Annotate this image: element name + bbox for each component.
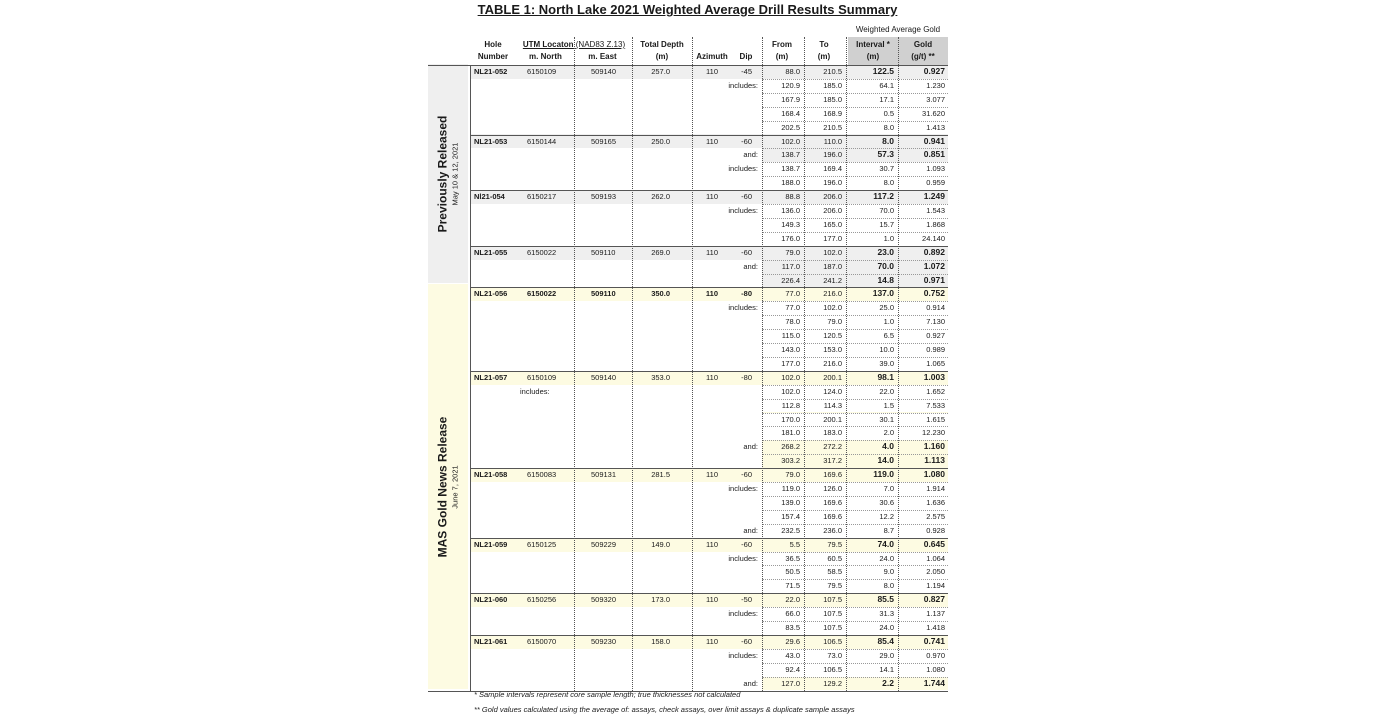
to-value: 106.5: [823, 636, 842, 646]
to-value: 185.0: [823, 80, 842, 90]
from-value: 112.8: [781, 400, 800, 410]
from-value: 115.0: [781, 331, 800, 341]
from-value: 168.4: [781, 108, 800, 118]
to-value: 79.0: [827, 317, 842, 327]
from-value: 29.6: [785, 636, 800, 646]
dip-header: Dip: [739, 52, 753, 61]
gold-value: 7.533: [926, 400, 945, 410]
interval-value: 24.0: [879, 553, 894, 563]
interval-unit: (m): [866, 52, 880, 61]
section-previously-released: [428, 64, 468, 283]
column-divider: [632, 37, 633, 691]
table-top-line: [428, 65, 948, 66]
from-value: 188.0: [781, 178, 800, 188]
from-value: 139.0: [781, 497, 800, 507]
to-unit: (m): [817, 52, 831, 61]
utm-north: 6150109: [527, 372, 557, 382]
interval-value: 0.5: [883, 108, 894, 118]
interval-value: 30.7: [879, 164, 894, 174]
gold-value: 1.065: [926, 358, 945, 368]
gold-value: 0.941: [923, 135, 945, 146]
row-label: includes:: [728, 80, 758, 90]
gold-value: 1.194: [926, 581, 945, 591]
column-divider: [574, 37, 575, 691]
from-value: 268.2: [781, 442, 800, 452]
to-value: 185.0: [823, 94, 842, 104]
to-value: 79.5: [827, 539, 842, 549]
utm-east: 509229: [591, 539, 617, 549]
from-value: 202.5: [781, 122, 800, 132]
utm-north: 6150144: [527, 136, 557, 146]
from-value: 50.5: [785, 567, 800, 577]
dip: -80: [741, 289, 752, 299]
info-bg: [470, 385, 762, 468]
from-value: 157.4: [781, 511, 800, 521]
row-label: includes:: [728, 609, 758, 619]
gold-value: 1.615: [926, 414, 945, 424]
utm-east: 509320: [591, 595, 617, 605]
interval-value: 57.3: [877, 149, 894, 160]
from-value: 83.5: [785, 623, 800, 632]
gold-value: 0.741: [923, 635, 945, 646]
utm-east: 509110: [591, 289, 616, 299]
to-value: 210.5: [823, 67, 842, 76]
interval-value: 9.0: [883, 567, 894, 577]
to-value: 165.0: [823, 219, 842, 229]
footnote-interval: * Sample intervals represent core sample length; true thicknesses not calculated: [474, 690, 741, 699]
total-depth-header: Total Depth: [640, 40, 684, 49]
utm-north: 6150217: [527, 192, 557, 202]
to-value: 206.0: [823, 206, 842, 215]
interval-value: 8.0: [883, 581, 894, 591]
section-name: MAS Gold News Release: [435, 416, 450, 557]
to-value: 177.0: [823, 233, 842, 243]
row-label: includes:: [728, 164, 758, 174]
interval-value: 7.0: [883, 484, 894, 493]
to-value: 107.5: [823, 609, 842, 619]
azimuth: 110: [706, 636, 718, 646]
dip: -60: [741, 470, 752, 480]
total-depth: 353.0: [651, 372, 670, 382]
row-label: includes:: [728, 303, 758, 313]
row-label: and:: [743, 261, 758, 271]
to-value: 200.1: [823, 414, 842, 424]
from-value: 138.7: [781, 150, 800, 160]
from-value: 120.9: [781, 80, 800, 90]
gold-value: 0.927: [926, 331, 945, 341]
from-value: 102.0: [781, 136, 800, 146]
interval-value: 85.4: [877, 635, 894, 646]
weighted-average-gold-header: Weighted Average Gold: [855, 25, 941, 34]
from-value: 77.0: [785, 289, 800, 299]
total-depth: 350.0: [651, 289, 670, 299]
interval-value: 117.2: [873, 191, 894, 202]
from-value: 226.4: [781, 275, 800, 285]
column-divider: [898, 37, 899, 691]
interval-value: 64.1: [879, 80, 894, 90]
gold-value: 0.752: [923, 288, 945, 299]
gold-value: 0.970: [926, 650, 945, 660]
dip: -60: [741, 192, 752, 202]
utm-north: 6150022: [527, 247, 557, 257]
from-value: 117.0: [781, 261, 800, 271]
interval-value: 25.0: [879, 303, 894, 313]
section-date: May 10 & 12, 2021: [450, 142, 460, 205]
hole-number: NL21-060: [474, 595, 508, 605]
interval-value: 1.0: [883, 233, 894, 243]
interval-value: 29.0: [879, 650, 894, 660]
interval-value: 70.0: [877, 260, 894, 271]
dip: -60: [741, 539, 752, 549]
gold-header: Gold: [913, 40, 933, 49]
to-value: 200.1: [823, 372, 842, 382]
interval-value: 30.6: [879, 497, 894, 507]
from-value: 78.0: [785, 317, 800, 327]
utm-north: 6150125: [527, 539, 557, 549]
to-value: 102.0: [823, 303, 842, 313]
hole-number: NL21-052: [474, 67, 508, 76]
gold-value: 0.989: [926, 345, 945, 354]
to-value: 124.0: [823, 386, 842, 396]
utm-east: 509110: [591, 247, 616, 257]
interval-value: 12.2: [879, 511, 894, 521]
from-value: 181.0: [781, 428, 800, 438]
gold-value: 12.230: [922, 428, 945, 438]
from-value: 43.0: [785, 650, 800, 660]
gold-value: 1.914: [926, 484, 945, 493]
gold-value: 0.928: [926, 525, 945, 535]
azimuth: 110: [706, 372, 718, 382]
azimuth: 110: [706, 136, 718, 146]
gold-value: 1.543: [926, 206, 945, 215]
from-value: 92.4: [785, 664, 800, 674]
section-name: Previously Released: [435, 115, 450, 232]
hole-number: NL21-057: [474, 372, 508, 382]
to-value: 73.0: [827, 650, 842, 660]
note-label: includes:: [520, 386, 550, 396]
from-value: 232.5: [781, 525, 800, 535]
utm-east: 509140: [591, 67, 617, 76]
row-label: and:: [743, 678, 758, 688]
interval-value: 14.0: [877, 455, 894, 466]
interval-value: 8.0: [882, 135, 894, 146]
to-value: 169.4: [823, 164, 842, 174]
from-value: 149.3: [781, 219, 800, 229]
interval-value: 14.1: [879, 664, 894, 674]
hole-number: NL21-055: [474, 247, 508, 257]
hole-number: NL21-059: [474, 539, 508, 549]
interval-value: 15.7: [879, 219, 894, 229]
to-value: 79.5: [827, 581, 842, 591]
to-value: 107.5: [823, 595, 842, 605]
interval-value: 119.0: [873, 469, 894, 480]
interval-value: 8.0: [883, 122, 894, 132]
total-depth: 173.0: [651, 595, 670, 605]
to-value: 106.5: [823, 664, 842, 674]
from-value: 66.0: [785, 609, 800, 619]
gold-value: 1.744: [923, 677, 945, 688]
hole-number: Nl21-054: [474, 192, 505, 202]
interval-value: 8.7: [883, 525, 894, 535]
from-value: 177.0: [781, 358, 800, 368]
from-value: 5.5: [789, 539, 800, 549]
to-value: 196.0: [823, 178, 842, 188]
gold-value: 1.080: [923, 469, 945, 480]
from-value: 127.0: [781, 678, 800, 688]
from-value: 102.0: [781, 372, 800, 382]
row-label: and:: [743, 525, 758, 535]
from-value: 77.0: [785, 303, 800, 313]
to-value: 210.5: [823, 122, 842, 132]
from-value: 136.0: [781, 206, 800, 215]
to-value: 317.2: [823, 456, 842, 466]
interval-value: 1.0: [883, 317, 894, 327]
total-depth-unit: (m): [655, 52, 669, 61]
dip: -80: [741, 372, 752, 382]
to-value: 110.0: [823, 136, 842, 146]
dip: -45: [741, 67, 752, 76]
from-header: From: [772, 40, 792, 49]
to-value: 272.2: [823, 442, 842, 452]
total-depth: 262.0: [651, 192, 670, 202]
table-title: TABLE 1: North Lake 2021 Weighted Average Drill Results Summary: [477, 2, 898, 17]
gold-value: 1.249: [923, 191, 945, 202]
utm-north: 6150070: [527, 636, 557, 646]
to-value: 241.2: [823, 275, 842, 285]
azimuth: 110: [706, 67, 718, 76]
gold-value: 31.620: [922, 108, 945, 118]
interval-value: 122.5: [872, 66, 894, 76]
interval-value: 2.2: [882, 677, 894, 688]
total-depth: 250.0: [651, 136, 670, 146]
dip: -50: [741, 595, 752, 605]
utm-east: 509140: [591, 372, 617, 382]
to-value: 102.0: [823, 247, 842, 257]
gold-value: 1.137: [926, 609, 945, 619]
to-value: 183.0: [823, 428, 842, 438]
to-value: 169.6: [823, 497, 842, 507]
from-value: 79.0: [785, 470, 800, 480]
interval-value: 74.0: [877, 538, 894, 549]
dip: -60: [741, 247, 752, 257]
total-depth: 158.0: [651, 636, 670, 646]
interval-value: 8.0: [883, 178, 894, 188]
gold-value: 0.851: [923, 149, 945, 160]
from-value: 79.0: [785, 247, 800, 257]
gold-value: 24.140: [922, 233, 945, 243]
interval-value: 30.1: [879, 414, 894, 424]
to-value: 196.0: [823, 150, 842, 160]
section-date: June 7, 2021: [450, 464, 460, 509]
utm-north: 6150083: [527, 470, 557, 480]
column-divider: [804, 37, 805, 691]
from-value: 22.0: [785, 595, 800, 605]
from-value: 88.0: [785, 67, 800, 76]
from-value: 176.0: [781, 233, 800, 243]
to-value: 126.0: [823, 484, 842, 493]
from-value: 167.9: [781, 94, 800, 104]
gold-value: 2.050: [926, 567, 945, 577]
to-header: To: [819, 40, 829, 49]
to-value: 120.5: [823, 331, 842, 341]
from-value: 36.5: [785, 553, 800, 563]
gold-value: 1.113: [924, 455, 945, 466]
row-label: includes:: [728, 484, 758, 493]
footnote-gold: ** Gold values calculated using the average of: assays, check assays, over limit assays & duplicate sample assays: [474, 705, 855, 714]
from-unit: (m): [775, 52, 789, 61]
interval-value: 31.3: [879, 609, 894, 619]
to-value: 60.5: [827, 553, 842, 563]
from-value: 88.8: [785, 192, 800, 202]
from-value: 119.0: [781, 484, 800, 493]
from-value: 71.5: [785, 581, 800, 591]
row-label: and:: [743, 442, 758, 452]
m-east-header: m. East: [588, 52, 617, 61]
utm-north: 6150256: [527, 595, 557, 605]
interval-value: 17.1: [879, 94, 894, 104]
gold-value: 1.072: [923, 260, 945, 271]
to-value: 216.0: [823, 358, 842, 368]
m-north-header: m. North: [529, 52, 562, 61]
from-value: 170.0: [781, 414, 800, 424]
hole-number: NL21-058: [474, 470, 508, 480]
to-value: 153.0: [823, 345, 842, 354]
interval-value: 10.0: [879, 345, 894, 354]
interval-value: 98.1: [877, 371, 894, 382]
interval-value: 2.0: [883, 428, 894, 438]
gold-value: 1.868: [926, 219, 945, 229]
azimuth: 110: [706, 470, 718, 480]
interval-value: 137.0: [872, 288, 894, 299]
azimuth-header: Azimuth: [696, 52, 728, 61]
azimuth: 110: [706, 192, 718, 202]
total-depth: 269.0: [651, 247, 670, 257]
column-divider: [846, 37, 847, 691]
gold-value: 7.130: [926, 317, 945, 327]
hole-number: NL21-061: [474, 636, 508, 646]
to-value: 216.0: [823, 289, 842, 299]
from-value: 102.0: [781, 386, 800, 396]
dip: -60: [741, 636, 752, 646]
azimuth: 110: [705, 289, 718, 299]
to-value: 206.0: [823, 192, 842, 202]
to-value: 169.6: [823, 470, 842, 480]
gold-value: 1.160: [923, 441, 945, 452]
interval-value: 24.0: [879, 623, 894, 632]
gold-value: 1.080: [926, 664, 945, 674]
gold-value: 0.927: [923, 66, 945, 76]
from-value: 138.7: [781, 164, 800, 174]
row-label: includes:: [728, 650, 758, 660]
to-value: 129.2: [823, 678, 842, 688]
to-value: 168.9: [823, 108, 842, 118]
gold-value: 3.077: [926, 94, 945, 104]
to-value: 187.0: [823, 261, 842, 271]
total-depth: 257.0: [651, 67, 670, 76]
hole-number: NL21-056: [474, 289, 508, 299]
utm-label: UTM Locaton: [522, 40, 574, 49]
interval-value: 85.5: [877, 594, 894, 605]
from-value: 303.2: [781, 456, 800, 466]
gold-value: 1.418: [926, 623, 945, 632]
utm-east: 509193: [591, 192, 617, 202]
azimuth: 110: [706, 247, 718, 257]
total-depth: 149.0: [651, 539, 670, 549]
hole-number: NL21-053: [474, 136, 508, 146]
to-value: 58.5: [827, 567, 842, 577]
interval-value: 70.0: [879, 206, 894, 215]
utm-east: 509230: [591, 636, 617, 646]
azimuth: 110: [706, 595, 718, 605]
utm-sub-label: (NAD83 Z.13): [575, 40, 626, 49]
total-depth: 281.5: [651, 470, 670, 480]
interval-value: 4.0: [882, 441, 894, 452]
number-header: Number: [477, 52, 509, 61]
gold-value: 1.230: [926, 80, 945, 90]
gold-value: 0.914: [926, 303, 945, 313]
column-divider: [762, 37, 763, 691]
utm-east: 509131: [591, 470, 617, 480]
gold-value: 0.645: [923, 538, 945, 549]
gold-value: 1.093: [926, 164, 945, 174]
interval-value: 6.5: [883, 331, 894, 341]
row-label: includes:: [728, 553, 758, 563]
utm-north: 6150022: [527, 289, 557, 299]
interval-value: 23.0: [877, 246, 894, 257]
interval-value: 22.0: [879, 386, 894, 396]
to-value: 107.5: [823, 623, 842, 632]
gold-value: 1.064: [926, 553, 945, 563]
gold-value: 1.652: [926, 386, 945, 396]
interval-header: Interval *: [856, 40, 890, 49]
row-label: and:: [743, 150, 758, 160]
to-value: 169.6: [823, 511, 842, 521]
section-mas-gold-news-release: [428, 284, 468, 689]
interval-value: 39.0: [879, 358, 894, 368]
utm-east: 509165: [591, 136, 617, 146]
utm-north: 6150109: [527, 67, 557, 76]
gold-value: 2.575: [926, 511, 945, 521]
to-value: 114.3: [823, 400, 842, 410]
gold-value: 1.413: [926, 122, 945, 132]
interval-value: 14.8: [877, 274, 894, 285]
gold-value: 1.003: [923, 371, 945, 382]
gold-value: 0.959: [926, 178, 945, 188]
gold-value: 0.827: [923, 594, 945, 605]
column-divider: [470, 65, 471, 691]
interval-value: 1.5: [883, 400, 894, 410]
hole-header: Hole: [484, 40, 502, 49]
column-divider: [692, 37, 693, 691]
dip: -60: [741, 136, 752, 146]
gold-unit: (g/t) **: [911, 52, 935, 61]
to-value: 236.0: [823, 525, 842, 535]
gold-value: 1.636: [926, 497, 945, 507]
row-label: includes:: [728, 206, 758, 215]
azimuth: 110: [706, 539, 718, 549]
from-value: 143.0: [781, 345, 800, 354]
gold-value: 0.971: [923, 274, 945, 285]
gold-value: 0.892: [923, 246, 945, 257]
